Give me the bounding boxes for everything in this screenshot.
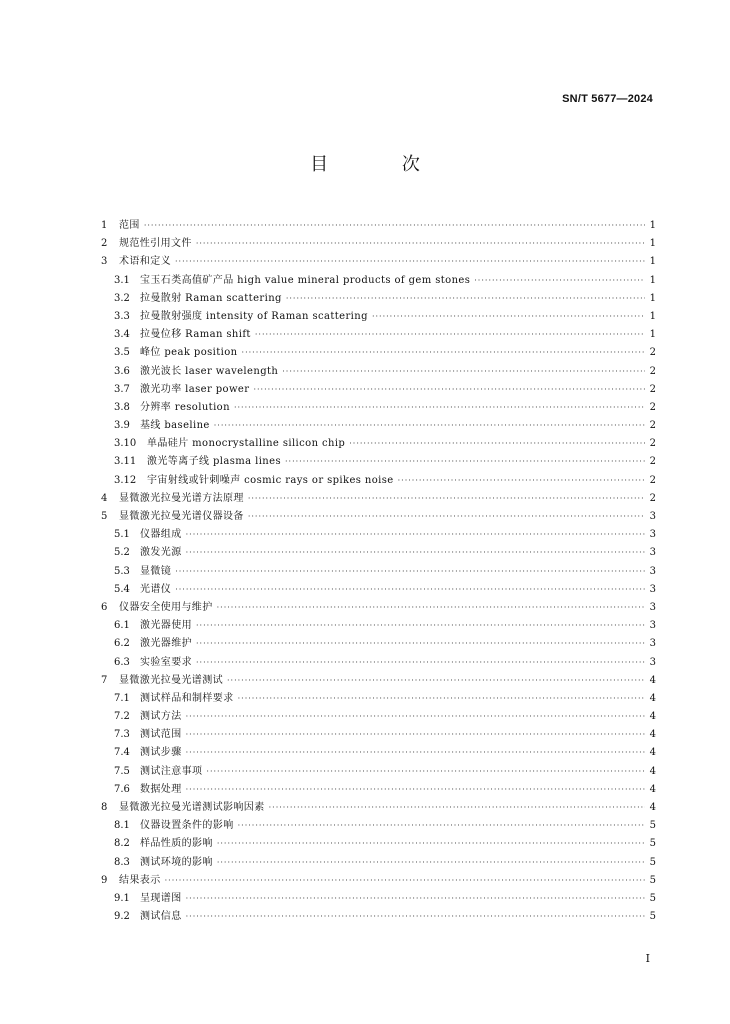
dot-leader <box>248 494 645 503</box>
toc-entry-page: 3 <box>649 656 656 668</box>
dot-leader <box>248 512 645 521</box>
toc-entry[interactable] <box>101 271 656 289</box>
toc-entry-label: 拉曼散射 Raman scattering <box>140 292 282 304</box>
toc-entry[interactable] <box>101 671 656 689</box>
toc-entry-label: 单晶硅片 monocrystalline silicon chip <box>147 438 346 450</box>
toc-entry-page: 2 <box>649 420 656 432</box>
dot-leader <box>144 221 645 230</box>
toc-entry-number: 8.1 <box>114 820 130 832</box>
dot-leader <box>186 748 645 757</box>
toc-entry-label: 样品性质的影响 <box>140 838 213 850</box>
toc-entry-page: 2 <box>649 365 656 377</box>
toc-entry[interactable] <box>101 507 656 525</box>
toc-entry-label: 显微激光拉曼光谱方法原理 <box>119 492 244 504</box>
toc-entry[interactable] <box>101 380 656 398</box>
toc-entry[interactable] <box>101 653 656 671</box>
toc-entry[interactable] <box>101 489 656 507</box>
toc-entry[interactable] <box>101 289 656 307</box>
toc-entry-page: 2 <box>649 347 656 359</box>
dot-leader <box>372 312 645 321</box>
toc-entry-number: 3.9 <box>114 420 130 432</box>
toc-entry[interactable] <box>101 234 656 252</box>
toc-entry-label: 显微镜 <box>140 565 172 577</box>
toc-entry-number: 7.4 <box>114 747 130 759</box>
dot-leader <box>196 621 645 630</box>
toc-entry[interactable] <box>101 798 656 816</box>
toc-entry-page: 4 <box>649 765 656 777</box>
dot-leader <box>474 276 645 285</box>
toc-entry-number: 3.10 <box>114 438 137 450</box>
dot-leader <box>217 603 645 612</box>
toc-entry[interactable] <box>101 325 656 343</box>
toc-entry[interactable] <box>101 743 656 761</box>
toc-entry[interactable] <box>101 853 656 871</box>
toc-entry-number: 3.11 <box>114 456 137 468</box>
toc-entry-number: 8.3 <box>114 856 130 868</box>
toc-entry-number: 3 <box>101 256 108 268</box>
dot-leader <box>234 403 645 412</box>
toc-entry[interactable] <box>101 525 656 543</box>
dot-leader <box>238 821 645 830</box>
toc-entry[interactable] <box>101 434 656 452</box>
toc-entry-number: 6 <box>101 601 108 613</box>
toc-entry-page: 3 <box>649 638 656 650</box>
dot-leader <box>217 839 645 848</box>
toc-entry-page: 5 <box>649 838 656 850</box>
toc-entry-page: 4 <box>649 692 656 704</box>
dot-leader <box>398 476 645 485</box>
dot-leader <box>269 803 645 812</box>
toc-entry-page: 1 <box>649 220 656 231</box>
toc-entry-page: 4 <box>649 674 656 686</box>
toc-entry-label: 测试方法 <box>140 711 182 723</box>
toc-entry[interactable] <box>101 307 656 325</box>
toc-entry-number: 3.4 <box>114 329 130 341</box>
toc-entry-page: 4 <box>649 747 656 759</box>
toc-entry-number: 3.8 <box>114 401 130 413</box>
toc-entry-label: 激发光源 <box>140 547 182 559</box>
toc-entry[interactable] <box>101 362 656 380</box>
toc-entry-label: 呈现谱图 <box>140 892 182 904</box>
toc-entry-label: 宇宙射线或针刺噪声 cosmic rays or spikes noise <box>147 474 394 486</box>
dot-leader <box>186 712 645 721</box>
toc-entry-number: 9.2 <box>114 911 130 923</box>
toc-entry-number: 5.2 <box>114 547 130 559</box>
toc-entry-page: 2 <box>649 456 656 468</box>
toc-entry-page: 5 <box>649 892 656 904</box>
toc-entry-label: 峰位 peak position <box>140 347 238 359</box>
toc-entry-label: 显微激光拉曼光谱测试 <box>119 674 223 686</box>
toc-entry[interactable] <box>101 216 656 234</box>
dot-leader <box>238 694 645 703</box>
toc-entry-number: 1 <box>101 220 108 231</box>
toc-entry-label: 规范性引用文件 <box>119 238 192 250</box>
toc-entry-number: 3.12 <box>114 474 137 486</box>
toc-entry-label: 拉曼散射强度 intensity of Raman scattering <box>140 310 368 322</box>
dot-leader <box>285 457 645 466</box>
toc-entry-number: 5.3 <box>114 565 130 577</box>
toc-entry[interactable] <box>101 725 656 743</box>
toc-entry-label: 测试注意事项 <box>140 765 203 777</box>
toc-entry-number: 7 <box>101 674 108 686</box>
toc-entry-label: 激光器使用 <box>140 620 192 632</box>
dot-leader <box>242 348 645 357</box>
toc-entry-page: 1 <box>649 274 656 286</box>
toc-entry-label: 仪器设置条件的影响 <box>140 820 234 832</box>
toc-entry-number: 6.3 <box>114 656 130 668</box>
toc-entry-page: 1 <box>649 310 656 322</box>
dot-leader <box>253 385 645 394</box>
toc-entry-label: 测试步骤 <box>140 747 182 759</box>
dot-leader <box>349 439 645 448</box>
toc-entry-page: 2 <box>649 383 656 395</box>
dot-leader <box>186 730 645 739</box>
dot-leader <box>186 548 645 557</box>
toc-entry-number: 5.4 <box>114 583 130 595</box>
dot-leader <box>286 294 645 303</box>
toc-entry-number: 7.2 <box>114 711 130 723</box>
toc-entry-page: 5 <box>649 856 656 868</box>
dot-leader <box>214 421 645 430</box>
toc-entry-label: 实验室要求 <box>140 656 192 668</box>
toc-entry-number: 6.1 <box>114 620 130 632</box>
page-title: 目 次 <box>310 154 454 175</box>
toc-entry-label: 测试信息 <box>140 911 182 923</box>
dot-leader <box>175 585 645 594</box>
toc-entry-page: 1 <box>649 238 656 250</box>
toc-entry-page: 3 <box>649 583 656 595</box>
toc-entry-number: 2 <box>101 238 108 250</box>
toc-entry-page: 5 <box>649 820 656 832</box>
toc-entry[interactable] <box>101 562 656 580</box>
toc-entry[interactable] <box>101 871 656 889</box>
toc-entry-label: 显微激光拉曼光谱仪器设备 <box>119 511 244 522</box>
toc-entry-number: 7.5 <box>114 765 130 777</box>
toc-entry-page: 2 <box>649 438 656 450</box>
toc-entry-page: 5 <box>649 911 656 923</box>
toc-entry-number: 3.2 <box>114 292 130 304</box>
toc-entry-page: 1 <box>649 329 656 341</box>
toc-entry[interactable] <box>101 543 656 561</box>
toc-entry[interactable] <box>101 598 656 616</box>
toc-entry-page: 2 <box>649 492 656 504</box>
standard-number: SN/T 5677—2024 <box>562 93 653 105</box>
toc-entry-number: 3.3 <box>114 310 130 322</box>
toc-entry-label: 激光功率 laser power <box>140 383 250 395</box>
toc-entry-number: 7.3 <box>114 729 130 741</box>
toc-entry-number: 3.7 <box>114 383 130 395</box>
toc-entry[interactable] <box>101 762 656 780</box>
toc-entry-label: 测试范围 <box>140 729 182 741</box>
toc-entry-number: 5 <box>101 511 108 522</box>
toc-entry[interactable] <box>101 343 656 361</box>
toc-entry-label: 激光波长 laser wavelength <box>140 365 279 377</box>
toc-entry-number: 9.1 <box>114 892 130 904</box>
toc-entry[interactable] <box>101 471 656 489</box>
toc-entry-number: 8.2 <box>114 838 130 850</box>
toc-entry-page: 3 <box>649 620 656 632</box>
toc-entry-page: 1 <box>649 256 656 268</box>
toc-entry[interactable] <box>101 580 656 598</box>
toc-entry[interactable] <box>101 452 656 470</box>
toc-entry-page: 4 <box>649 802 656 813</box>
toc-entry-label: 数据处理 <box>140 783 182 795</box>
page-number: I <box>645 952 650 965</box>
toc-entry-page: 5 <box>649 874 656 886</box>
toc-entry-number: 6.2 <box>114 638 130 650</box>
toc-entry[interactable] <box>101 834 656 852</box>
dot-leader <box>255 330 645 339</box>
toc-entry-label: 显微激光拉曼光谱测试影响因素 <box>119 802 265 813</box>
toc-entry-number: 9 <box>101 874 108 886</box>
toc-entry-number: 3.5 <box>114 347 130 359</box>
dot-leader <box>206 767 645 776</box>
toc-entry[interactable] <box>101 398 656 416</box>
toc-entry-label: 测试环境的影响 <box>140 856 213 868</box>
dot-leader <box>186 785 645 794</box>
dot-leader <box>165 876 645 885</box>
toc-entry-label: 激光等离子线 plasma lines <box>147 456 281 468</box>
dot-leader <box>196 658 645 667</box>
toc-entry-number: 5.1 <box>114 529 130 541</box>
toc-entry-page: 4 <box>649 783 656 795</box>
toc-entry-page: 4 <box>649 729 656 741</box>
toc-entry[interactable] <box>101 780 656 798</box>
toc-entry-page: 3 <box>649 511 656 522</box>
toc-entry-label: 拉曼位移 Raman shift <box>140 329 251 341</box>
toc-entry-label: 光谱仪 <box>140 583 172 595</box>
toc-entry-label: 宝玉石类高值矿产品 high value mineral products of gem stones <box>140 274 471 286</box>
toc-entry[interactable] <box>101 816 656 834</box>
dot-leader <box>227 676 645 685</box>
toc-entry-label: 仪器组成 <box>140 529 182 541</box>
dot-leader <box>186 912 645 921</box>
dot-leader <box>217 858 645 867</box>
toc-entry-number: 8 <box>101 802 108 813</box>
toc-entry-number: 3.6 <box>114 365 130 377</box>
toc-entry-page: 2 <box>649 401 656 413</box>
toc-entry-number: 7.1 <box>114 692 130 704</box>
toc-entry[interactable] <box>101 907 656 925</box>
toc-entry-label: 术语和定义 <box>119 256 171 268</box>
toc-entry[interactable] <box>101 252 656 270</box>
dot-leader <box>186 530 645 539</box>
toc-entry-page: 1 <box>649 292 656 304</box>
dot-leader <box>282 367 645 376</box>
toc-entry[interactable] <box>101 889 656 907</box>
toc-entry-number: 3.1 <box>114 274 130 286</box>
toc-entry-page: 3 <box>649 601 656 613</box>
toc-entry-page: 3 <box>649 529 656 541</box>
toc-entry-page: 3 <box>649 547 656 559</box>
toc-entry-label: 基线 baseline <box>140 420 210 432</box>
toc-entry[interactable] <box>101 416 656 434</box>
toc-entry[interactable] <box>101 616 656 634</box>
dot-leader <box>186 894 645 903</box>
toc-entry[interactable] <box>101 689 656 707</box>
toc-entry-label: 激光器维护 <box>140 638 192 650</box>
toc-entry-number: 4 <box>101 492 108 504</box>
toc-entry-label: 结果表示 <box>119 874 161 886</box>
toc-entry[interactable] <box>101 634 656 652</box>
toc-entry-label: 分辨率 resolution <box>140 401 230 413</box>
dot-leader <box>196 239 645 248</box>
dot-leader <box>175 567 645 576</box>
toc-entry-page: 3 <box>649 565 656 577</box>
toc-entry-label: 范围 <box>119 220 140 231</box>
toc-entry-number: 7.6 <box>114 783 130 795</box>
dot-leader <box>196 639 645 648</box>
toc-entry-label: 测试样品和制样要求 <box>140 692 234 704</box>
dot-leader <box>175 257 645 266</box>
table-of-contents <box>101 216 656 925</box>
toc-entry-page: 4 <box>649 711 656 723</box>
toc-entry[interactable] <box>101 707 656 725</box>
toc-entry-label: 仪器安全使用与维护 <box>119 601 213 613</box>
toc-entry-page: 2 <box>649 474 656 486</box>
